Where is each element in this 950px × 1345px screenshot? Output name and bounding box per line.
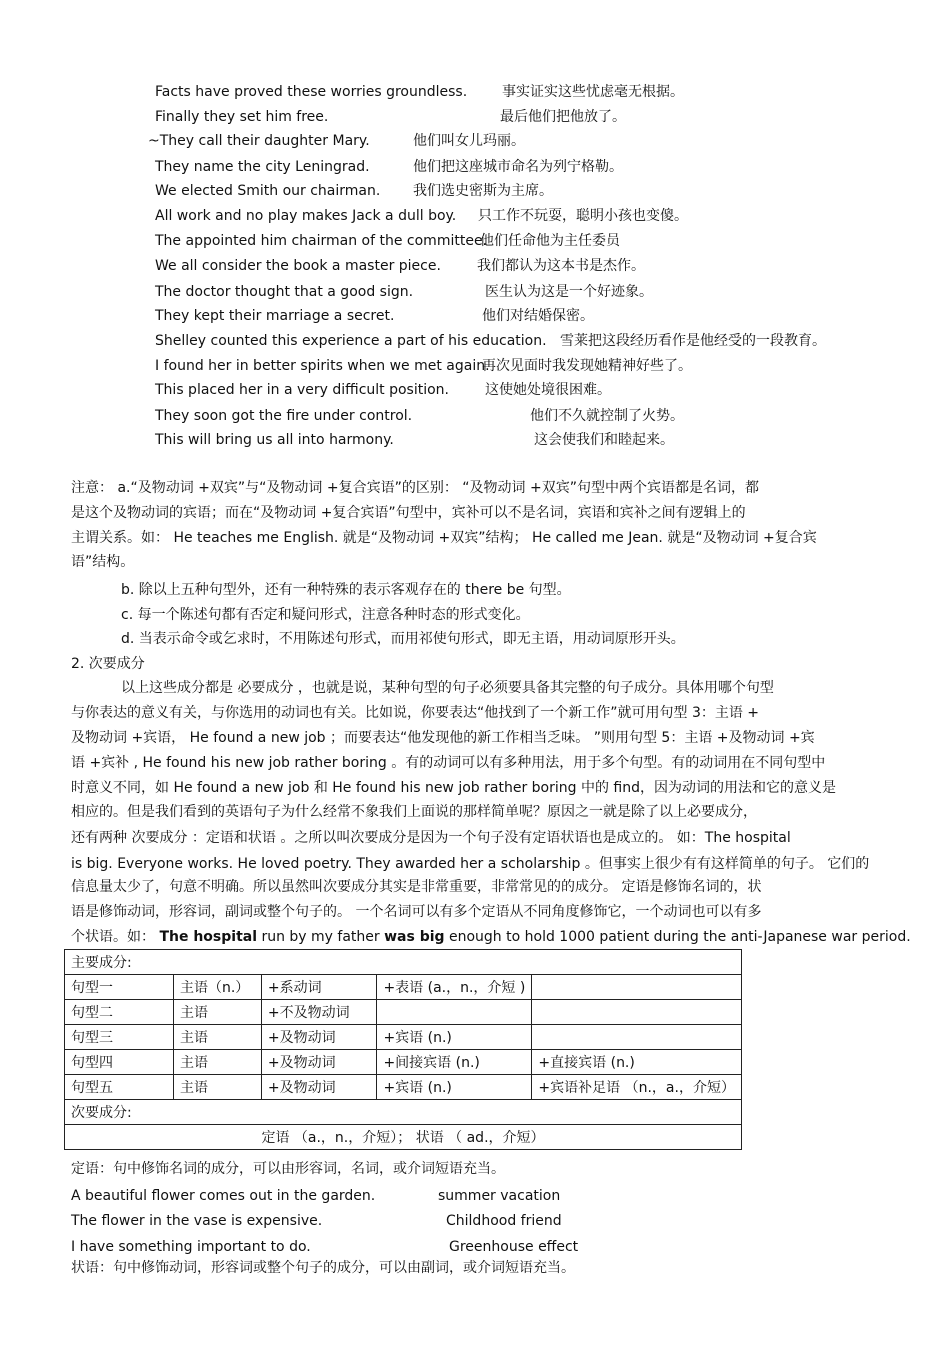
example-cn: 只工作不玩耍，聪明小孩也变傻。 (478, 208, 688, 224)
table-cell: +不及物动词 (261, 1000, 377, 1025)
paragraph-line: 时意义不同，如 He found a new job 和 He found his new job rather boring 中的 find，因为动词的用法和它的意义是 (71, 780, 836, 796)
table-row (65, 975, 742, 1000)
example-en: Shelley counted this experience a part of his education. (155, 333, 547, 349)
table-cell: 句型二 (65, 1000, 174, 1025)
table-cell: 主语 (173, 1000, 261, 1025)
attributive-example-phrase: Childhood friend (446, 1213, 562, 1229)
sentence-pattern-table (64, 949, 742, 1150)
example-en: All work and no play makes Jack a dull boy. (155, 208, 457, 224)
example-cn: 我们都认为这本书是杰作。 (477, 258, 645, 274)
example-en: Finally they set him free. (155, 109, 329, 125)
example-subject: The hospital (159, 929, 258, 945)
note-a-line: 语”结构。 (71, 554, 135, 570)
table-cell: +宾语 (n.) (377, 1075, 532, 1100)
table-cell: +及物动词 (261, 1050, 377, 1075)
table-cell: 句型五 (65, 1075, 174, 1100)
main-components-header: 主要成分: (65, 950, 742, 975)
table-cell: +宾语 (n.) (377, 1025, 532, 1050)
table-row (65, 1000, 742, 1025)
example-cn: 雪莱把这段经历看作是他经受的一段教育。 (560, 333, 826, 349)
paragraph-line: 语 +宾补 , He found his new job rather boring 。有的动词可以有多种用法，用于多个句型。有的动词用在不同句型中 (71, 755, 826, 771)
table-cell: 主语（n.） (173, 975, 261, 1000)
note-c: c. 每一个陈述句都有否定和疑问形式，注意各种时态的形式变化。 (121, 607, 530, 623)
example-en: This placed her in a very difficult position. (155, 382, 449, 398)
example-en: The doctor thought that a good sign. (155, 284, 414, 300)
table-cell: +间接宾语 (n.) (377, 1050, 532, 1075)
section-heading: 2. 次要成分 (71, 656, 145, 672)
example-en: The appointed him chairman of the committee. (155, 233, 488, 249)
table-cell (532, 975, 742, 1000)
example-en: We elected Smith our chairman. (155, 183, 381, 199)
example-cn: 他们叫女儿玛丽。 (413, 133, 525, 149)
example-rest: enough to hold 1000 patient during the anti-Japanese war period. (444, 929, 911, 945)
example-cn: 这使她处境很困难。 (485, 382, 611, 398)
table-row (65, 1075, 742, 1100)
table-cell (532, 1000, 742, 1025)
paragraph-line: 语是修饰动词，形容词，副词或整个句子的。 一个名词可以有多个定语从不同角度修饰它，一个动词也可以有多 (71, 904, 762, 920)
attributive-example-sentence: I have something important to do. (71, 1239, 311, 1255)
example-en: This will bring us all into harmony. (155, 432, 394, 448)
paragraph-line: 与你表达的意义有关，与你选用的动词也有关。比如说，你要表达“他找到了一个新工作”就可用句型 3：主语 + (71, 705, 760, 721)
attributive-definition: 定语：句中修饰名词的成分，可以由形容词，名词，或介词短语充当。 (71, 1161, 505, 1177)
example-cn: 他们把这座城市命名为列宁格勒。 (413, 159, 623, 175)
table-cell: 主语 (173, 1050, 261, 1075)
table-cell: 主语 (173, 1025, 261, 1050)
paragraph-line: 还有两种 次要成分 ：定语和状语 。之所以叫次要成分是因为一个句子没有定语状语也是成立的。 如：The hospital (71, 830, 791, 846)
table-cell: +系动词 (261, 975, 377, 1000)
note-a-line: 注意： a.“及物动词 +双宾”与“及物动词 +复合宾语”的区别： “及物动词 +双宾”句型中两个宾语都是名词，都 (71, 480, 759, 496)
table-cell (377, 1000, 532, 1025)
example-en: They kept their marriage a secret. (155, 308, 395, 324)
example-cn: 我们选史密斯为主席。 (413, 183, 553, 199)
table-cell: +表语 (a.，n.，介短 ) (377, 975, 532, 1000)
example-en: They name the city Leningrad. (155, 159, 370, 175)
example-cn: 再次见面时我发现她精神好些了。 (482, 358, 692, 374)
note-b: b. 除以上五种句型外，还有一种特殊的表示客观存在的 there be 句型。 (121, 582, 571, 598)
paragraph-line: 信息量太少了，句意不明确。所以虽然叫次要成分其实是非常重要，非常常见的的成分。 定语是修饰名词的，状 (71, 879, 762, 895)
attributive-example-sentence: A beautiful flower comes out in the garden. (71, 1188, 376, 1204)
example-cn: 这会使我们和睦起来。 (534, 432, 674, 448)
example-en: I found her in better spirits when we met again. (155, 358, 490, 374)
note-a-line: 主谓关系。如： He teaches me English. 就是“及物动词 +双宾”结构； He called me Jean. 就是“及物动词 +复合宾 (71, 530, 817, 546)
paragraph-line: 及物动词 +宾语， He found a new job ；而要表达“他发现他的新工作相当乏味。 ”则用句型 5：主语 +及物动词 +宾 (71, 730, 815, 746)
attributive-example-phrase: summer vacation (438, 1188, 561, 1204)
example-en: We all consider the book a master piece. (155, 258, 441, 274)
table-cell: +直接宾语 (n.) (532, 1050, 742, 1075)
note-d: d. 当表示命令或乞求时，不用陈述句形式，而用祁使句形式，即无主语，用动词原形开头。 (121, 631, 685, 647)
table-cell: 主语 (173, 1075, 261, 1100)
attributive-example-sentence: The flower in the vase is expensive. (71, 1213, 323, 1229)
table-row (65, 950, 742, 975)
example-en: They soon got the fire under control. (155, 408, 413, 424)
table-cell: +宾语补足语 （n.，a.，介短） (532, 1075, 742, 1100)
example-cn: 最后他们把他放了。 (500, 109, 626, 125)
example-en: ~They call their daughter Mary. (148, 133, 370, 149)
adverbial-definition: 状语：句中修饰动词，形容词或整个句子的成分，可以由副词，或介词短语充当。 (71, 1260, 575, 1276)
example-cn: 医生认为这是一个好迹象。 (485, 284, 653, 300)
example-predicate: was big (384, 929, 445, 945)
paragraph-line: 相应的。但是我们看到的英语句子为什么经常不象我们上面说的那样简单呢？原因之一就是除了以上必要成分， (71, 804, 757, 820)
table-cell: 句型一 (65, 975, 174, 1000)
example-cn: 他们对结婚保密。 (482, 308, 594, 324)
table-cell (532, 1025, 742, 1050)
table-cell: +及物动词 (261, 1025, 377, 1050)
table-cell: 句型三 (65, 1025, 174, 1050)
paragraph-line: 以上这些成分都是 必要成分 ，也就是说，某种句型的句子必须要具备其完整的句子成分。具体用哪个句型 (121, 680, 774, 696)
attributive-example-phrase: Greenhouse effect (449, 1239, 579, 1255)
table-row (65, 1050, 742, 1075)
example-cn: 他们任命他为主任委员 (480, 233, 620, 249)
table-row (65, 1125, 742, 1150)
table-cell: +及物动词 (261, 1075, 377, 1100)
example-attribute: run by my father (257, 929, 385, 945)
paragraph-line-example (71, 928, 911, 946)
example-prefix: 个状语。如： (71, 929, 160, 945)
note-a-line: 是这个及物动词的宾语；而在“及物动词 +复合宾语”句型中，宾补可以不是名词，宾语和宾补之间有逻辑上的 (71, 505, 746, 521)
example-en: Facts have proved these worries groundless. (155, 84, 468, 100)
paragraph-line: is big. Everyone works. He loved poetry. They awarded her a scholarship 。但事实上很少有有这样简单的句子。 它们的 (71, 856, 870, 872)
table-row (65, 1025, 742, 1050)
secondary-components-row: 定语 （a.，n.，介短）； 状语 （ ad.，介短） (65, 1125, 742, 1150)
example-cn: 事实证实这些忧虑毫无根据。 (502, 84, 684, 100)
example-cn: 他们不久就控制了火势。 (530, 408, 684, 424)
table-cell: 句型四 (65, 1050, 174, 1075)
secondary-components-header: 次要成分: (65, 1100, 742, 1125)
table-row (65, 1100, 742, 1125)
